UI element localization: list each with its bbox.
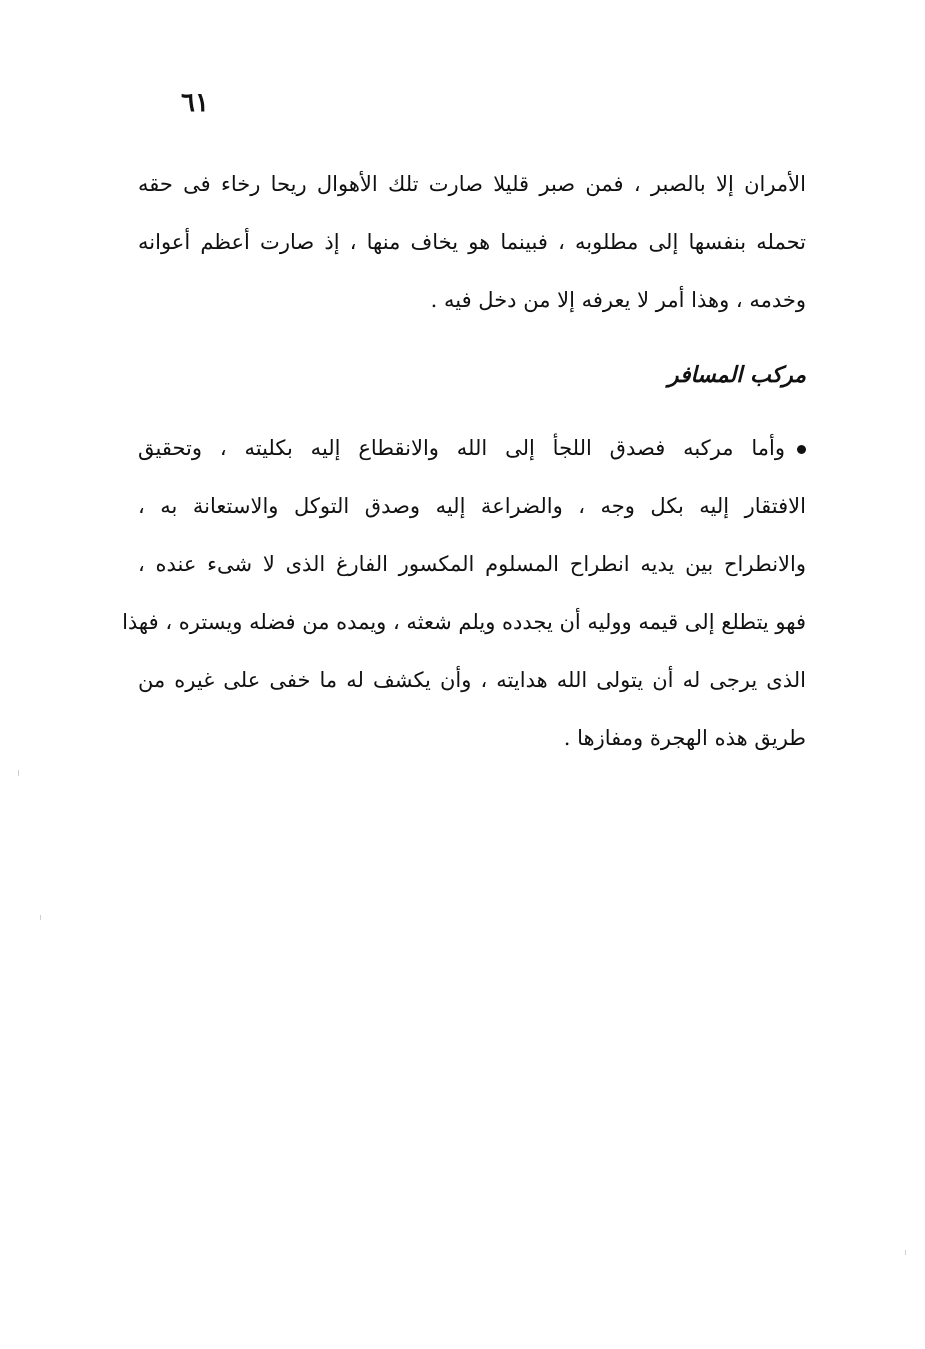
- paragraph-2-line-text: وأما مركبه فصدق اللجأ إلى الله والانقطاع إليه بكليته ، وتحقيق: [138, 436, 785, 460]
- paragraph-1-line: تحمله بنفسها إلى مطلوبه ، فبينما هو يخاف منها ، إذ صارت أعظم أعوانه: [138, 230, 806, 254]
- paragraph-1-line: وخدمه ، وهذا أمر لا يعرفه إلا من دخل فيه .: [430, 288, 806, 312]
- section-heading: مركب المسافر: [667, 362, 806, 388]
- scan-speck: [18, 770, 19, 776]
- paragraph-1: [138, 155, 806, 329]
- scan-speck: [40, 915, 41, 920]
- bullet-icon: [797, 445, 806, 454]
- paragraph-1-line: الأمران إلا بالصبر ، فمن صبر قليلا صارت تلك الأهوال ريحا رخاء فى حقه: [138, 172, 806, 196]
- paragraph-2-line: الافتقار إليه بكل وجه ، والضراعة إليه وصدق التوكل والاستعانة به ،: [138, 494, 806, 518]
- scan-speck: [905, 1250, 906, 1255]
- paragraph-2-line: والانطراح بين يديه انطراح المسلوم المكسور الفارغ الذى لا شىء عنده ،: [138, 552, 806, 576]
- page-number: ٦١: [181, 88, 209, 118]
- paragraph-2-line: الذى يرجى له أن يتولى الله هدايته ، وأن يكشف له ما خفى على غيره من: [138, 668, 806, 692]
- paragraph-2-line: طريق هذه الهجرة ومفازها .: [563, 726, 806, 750]
- paragraph-2: [122, 419, 806, 767]
- paragraph-2-first-line: [138, 419, 806, 477]
- paragraph-2-line: فهو يتطلع إلى قيمه ووليه أن يجدده ويلم شعثه ، ويمده من فضله ويستره ، فهذا: [122, 610, 806, 634]
